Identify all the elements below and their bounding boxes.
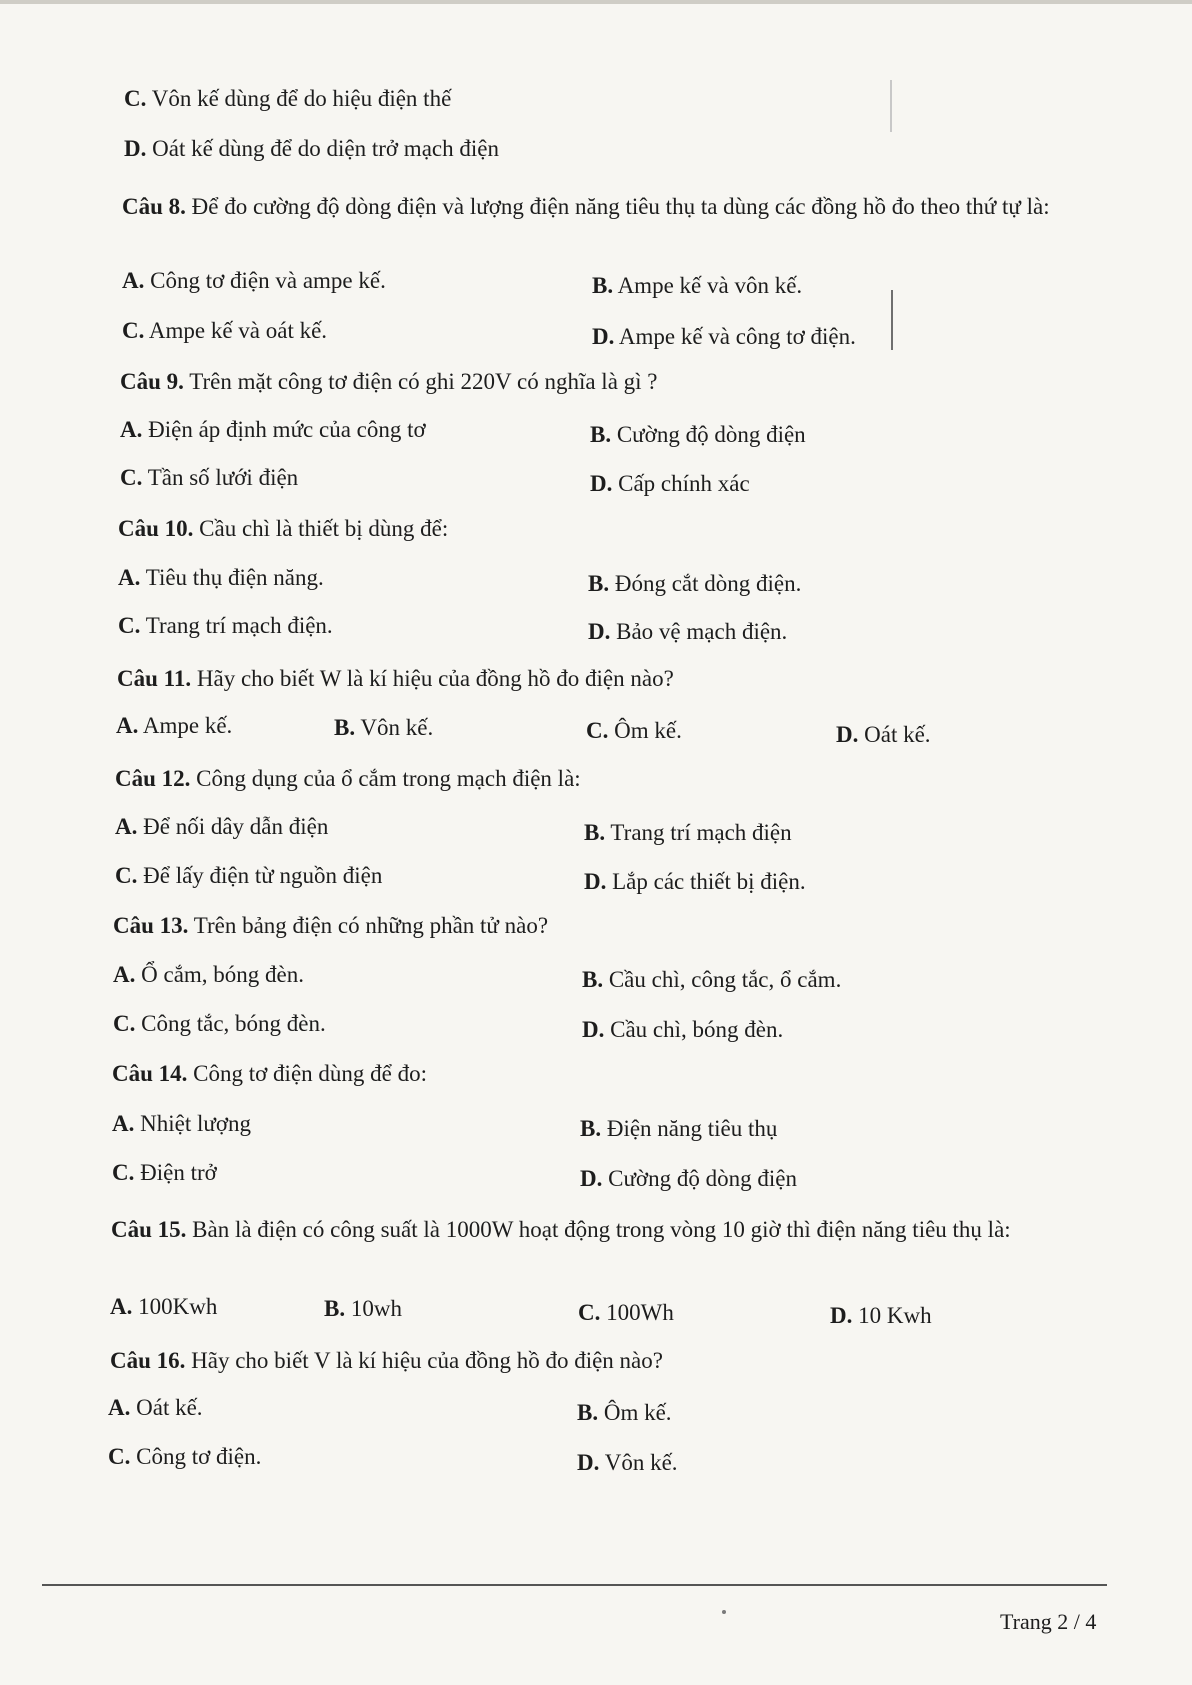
option-letter: D.: [590, 471, 613, 496]
option-b: [334, 713, 433, 743]
option-line: [124, 134, 499, 164]
option-b: [592, 271, 802, 301]
option-text: Công tơ điện và ampe kế.: [144, 268, 386, 293]
option-text: Vôn kế.: [599, 1450, 678, 1475]
option-text: 100Wh: [600, 1300, 674, 1325]
option-text: Nhiệt lượng: [134, 1111, 251, 1136]
option-d: [582, 1015, 783, 1045]
option-text: Ampe kế và công tơ điện.: [614, 324, 856, 349]
option-text: 10wh: [345, 1296, 402, 1321]
option-d: [590, 469, 750, 499]
option-text: Để nối dây dẫn điện: [137, 814, 329, 839]
option-letter: B.: [590, 422, 612, 447]
option-text: Ôm kế.: [608, 718, 682, 743]
option-letter: C.: [578, 1300, 601, 1325]
option-letter: D.: [582, 1017, 605, 1042]
scan-top-edge: [0, 0, 1192, 4]
question-text: Hãy cho biết V là kí hiệu của đồng hồ đo điện nào?: [185, 1348, 663, 1373]
option-letter: C.: [118, 613, 141, 638]
question-13: [113, 911, 548, 941]
question-text: Để đo cường độ dòng điện và lượng điện năng tiêu thụ ta dùng các đồng hồ đo theo thứ tự là:: [185, 194, 1050, 219]
option-text: Lắp các thiết bị điện.: [606, 869, 806, 894]
option-letter: C.: [122, 318, 145, 343]
question-text: Cầu chì là thiết bị dùng để:: [193, 516, 449, 541]
option-letter: B.: [582, 967, 604, 992]
question-text: Trên bảng điện có những phần tử nào?: [188, 913, 549, 938]
option-c: [122, 316, 327, 346]
option-text: Vôn kế.: [355, 715, 434, 740]
option-letter: C.: [108, 1444, 131, 1469]
option-text: Ôm kế.: [598, 1400, 672, 1425]
question-9: [120, 367, 658, 397]
option-a: [108, 1393, 203, 1423]
option-text: Ampe kế và oát kế.: [144, 318, 328, 343]
option-text: 100Kwh: [132, 1294, 218, 1319]
option-text: Oát kế.: [858, 722, 931, 747]
question-text: Công tơ điện dùng để đo:: [187, 1061, 427, 1086]
option-text: Bảo vệ mạch điện.: [610, 619, 788, 644]
option-b: [582, 965, 841, 995]
option-letter: A.: [118, 565, 141, 590]
option-letter: A.: [115, 814, 138, 839]
option-a: [120, 415, 426, 445]
option-letter: C.: [120, 465, 143, 490]
option-text: Oát kế dùng để do diện trở mạch điện: [146, 136, 499, 161]
option-letter: A.: [120, 417, 143, 442]
option-letter: A.: [112, 1111, 135, 1136]
option-letter: A.: [122, 268, 145, 293]
question-text: Bàn là điện có công suất là 1000W hoạt động trong vòng 10 giờ thì điện năng tiêu thụ là:: [186, 1217, 1011, 1242]
option-text: Công tắc, bóng đèn.: [135, 1011, 326, 1036]
question-label: Câu 13.: [113, 913, 189, 938]
option-letter: C.: [112, 1160, 135, 1185]
option-text: Điện trở: [134, 1160, 217, 1185]
scan-dot: [722, 1610, 726, 1614]
option-a: [113, 960, 304, 990]
option-a: [112, 1109, 251, 1139]
option-c: [578, 1298, 674, 1328]
question-label: Câu 12.: [115, 766, 191, 791]
option-letter: B.: [584, 820, 606, 845]
option-text: Điện áp định mức của công tơ: [142, 417, 426, 442]
question-11: [117, 664, 674, 694]
option-text: Tần số lưới điện: [142, 465, 299, 490]
option-text: Trang trí mạch điện.: [140, 613, 333, 638]
question-label: Câu 9.: [120, 369, 184, 394]
question-label: Câu 11.: [117, 666, 192, 691]
option-letter: D.: [836, 722, 859, 747]
question-label: Câu 10.: [118, 516, 194, 541]
question-14: [112, 1059, 427, 1089]
option-letter: B.: [577, 1400, 599, 1425]
option-d: [584, 867, 806, 897]
option-a: [122, 266, 386, 296]
question-15: [111, 1215, 1101, 1245]
option-letter: A.: [110, 1294, 133, 1319]
option-letter: A.: [113, 962, 136, 987]
question-10: [118, 514, 448, 544]
option-d: [588, 617, 787, 647]
question-8: [122, 192, 1112, 222]
option-letter: A.: [108, 1395, 131, 1420]
option-c: [113, 1009, 326, 1039]
option-a: [118, 563, 324, 593]
option-text: Cầu chì, công tắc, ổ cắm.: [603, 967, 842, 992]
question-label: Câu 8.: [122, 194, 186, 219]
question-text: Hãy cho biết W là kí hiệu của đồng hồ đo điện nào?: [191, 666, 674, 691]
option-letter: D.: [830, 1303, 853, 1328]
option-c: [120, 463, 298, 493]
option-d: [580, 1164, 797, 1194]
option-letter: C.: [124, 86, 147, 111]
option-c: [115, 861, 382, 891]
page-number: Trang 2 / 4: [1000, 1609, 1097, 1634]
option-text: Điện năng tiêu thụ: [601, 1116, 778, 1141]
option-letter: B.: [592, 273, 614, 298]
option-text: Đóng cắt dòng điện.: [609, 571, 802, 596]
option-a: [110, 1292, 217, 1322]
question-12: [115, 764, 581, 794]
option-letter: B.: [324, 1296, 346, 1321]
option-c: [118, 611, 333, 641]
option-text: Oát kế.: [130, 1395, 203, 1420]
option-letter: C.: [113, 1011, 136, 1036]
option-b: [577, 1398, 672, 1428]
option-d: [830, 1301, 932, 1331]
option-text: Tiêu thụ điện năng.: [140, 565, 324, 590]
option-text: Cường độ dòng điện: [602, 1166, 797, 1191]
option-c: [112, 1158, 217, 1188]
option-text: Ampe kế.: [138, 713, 233, 738]
option-text: Ampe kế và vôn kế.: [613, 273, 803, 298]
footer-rule: [42, 1584, 1107, 1586]
question-label: Câu 16.: [110, 1348, 186, 1373]
question-16: [110, 1346, 663, 1376]
scan-mark: [891, 290, 893, 350]
option-a: [115, 812, 328, 842]
option-text: Trang trí mạch điện: [605, 820, 792, 845]
option-a: [116, 711, 232, 741]
question-text: Công dụng của ổ cắm trong mạch điện là:: [190, 766, 581, 791]
option-b: [324, 1294, 402, 1324]
option-text: Để lấy điện từ nguồn điện: [137, 863, 383, 888]
option-text: Cường độ dòng điện: [611, 422, 806, 447]
option-letter: D.: [588, 619, 611, 644]
option-b: [580, 1114, 777, 1144]
option-text: Công tơ điện.: [130, 1444, 262, 1469]
option-d: [836, 720, 931, 750]
option-text: Cấp chính xác: [612, 471, 750, 496]
question-label: Câu 14.: [112, 1061, 188, 1086]
option-letter: B.: [334, 715, 356, 740]
option-letter: C.: [115, 863, 138, 888]
option-letter: B.: [588, 571, 610, 596]
option-letter: D.: [124, 136, 147, 161]
option-letter: D.: [577, 1450, 600, 1475]
question-label: Câu 15.: [111, 1217, 187, 1242]
option-text: 10 Kwh: [852, 1303, 932, 1328]
option-letter: D.: [580, 1166, 603, 1191]
option-text: Vôn kế dùng để do hiệu điện thế: [146, 86, 452, 111]
option-text: Cầu chì, bóng đèn.: [604, 1017, 784, 1042]
option-letter: A.: [116, 713, 139, 738]
option-letter: D.: [584, 869, 607, 894]
scan-mark: [890, 80, 892, 132]
option-text: Ổ cắm, bóng đèn.: [135, 962, 305, 987]
option-d: [592, 322, 856, 352]
question-text: Trên mặt công tơ điện có ghi 220V có nghĩa là gì ?: [183, 369, 658, 394]
option-line: [124, 84, 451, 114]
option-letter: D.: [592, 324, 615, 349]
option-b: [588, 569, 801, 599]
option-letter: C.: [586, 718, 609, 743]
option-c: [586, 716, 682, 746]
option-letter: B.: [580, 1116, 602, 1141]
option-b: [590, 420, 806, 450]
option-d: [577, 1448, 678, 1478]
option-b: [584, 818, 792, 848]
option-c: [108, 1442, 261, 1472]
